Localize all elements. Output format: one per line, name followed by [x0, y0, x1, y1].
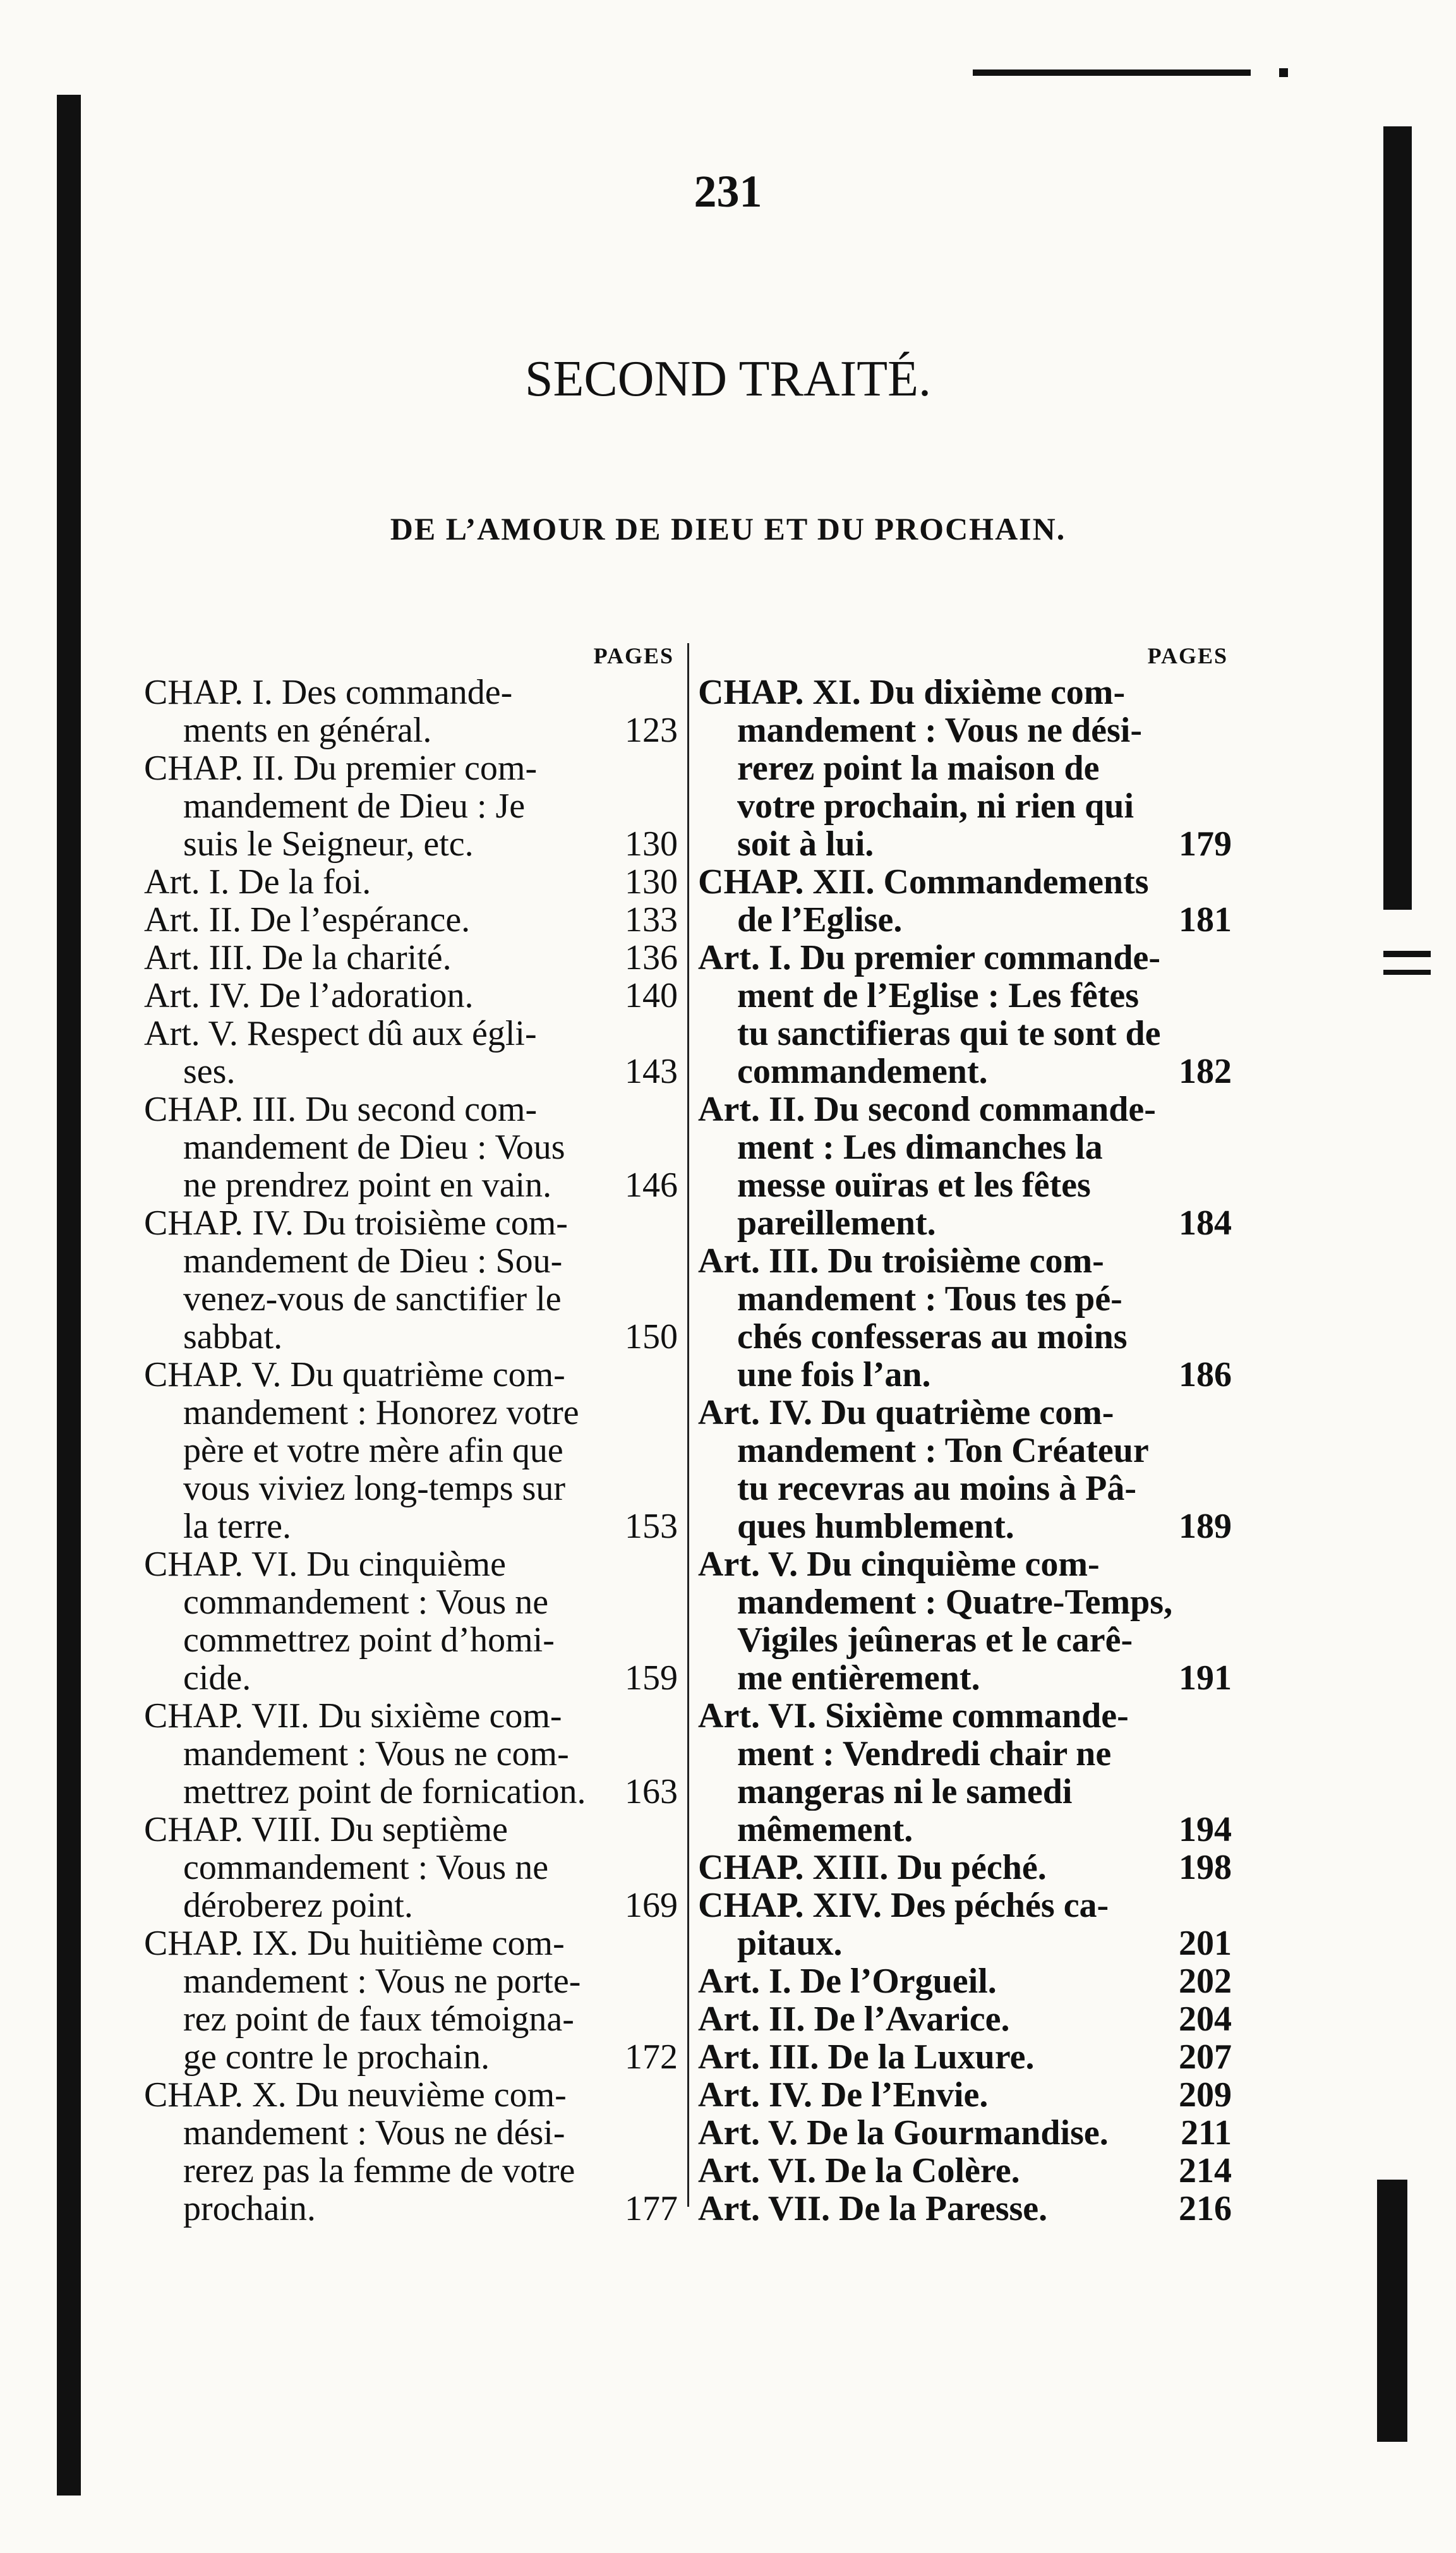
- toc-entry-text: Art. VI. Sixième commande-: [698, 1697, 1129, 1735]
- toc-entry-line: [698, 2000, 1232, 2038]
- page-edge-shadow-left: [57, 95, 81, 2496]
- toc-entry-text: Art. IV. Du quatrième com-: [698, 1394, 1114, 1432]
- toc-entry-page-number: 204: [1179, 2000, 1232, 2038]
- toc-entry-text: tu sanctifieras qui te sont de: [737, 1015, 1161, 1053]
- toc-entry-text: sabbat.: [183, 1318, 283, 1356]
- toc-entry-text: mandement : Vous ne com-: [183, 1735, 569, 1773]
- toc-entry-line: [698, 1583, 1232, 1621]
- toc-entry-line: [698, 1356, 1232, 1394]
- toc-entry-text: CHAP. V. Du quatrième com-: [144, 1356, 565, 1394]
- toc-entry-page-number: 179: [1179, 825, 1232, 863]
- toc-entry-page-number: 191: [1179, 1659, 1232, 1697]
- toc-entry-text: CHAP. VI. Du cinquième: [144, 1545, 506, 1583]
- toc-entry: [144, 673, 678, 749]
- toc-entry-line: [698, 2114, 1232, 2152]
- toc-entry-line: [698, 2038, 1232, 2076]
- toc-entry-page-number: 214: [1179, 2152, 1232, 2190]
- toc-entry-text: mandement : Honorez votre: [183, 1394, 579, 1432]
- toc-entry-page-number: 216: [1179, 2190, 1232, 2228]
- toc-entry-line: [144, 673, 678, 711]
- toc-entry-text: Art. V. Du cinquième com-: [698, 1545, 1100, 1583]
- toc-entry-text: mandement : Vous ne dési-: [737, 711, 1142, 749]
- toc-entry-text: venez-vous de sanctifier le: [183, 1280, 562, 1318]
- toc-entry: [144, 1090, 678, 1204]
- column-divider: [687, 643, 689, 2207]
- toc-entry-text: Art. III. Du troisième com-: [698, 1242, 1104, 1280]
- toc-entry-text: cide.: [183, 1659, 251, 1697]
- toc-entry-text: CHAP. I. Des commande-: [144, 673, 513, 711]
- toc-entry-page-number: 189: [1179, 1507, 1232, 1545]
- toc-entry-line: [144, 1849, 678, 1886]
- toc-entry: [698, 2190, 1232, 2228]
- toc-entry-text: commandement.: [737, 1053, 988, 1090]
- toc-entry-line: [144, 1773, 678, 1811]
- toc-entry-line: [144, 1507, 678, 1545]
- page-edge-mark-right: [1383, 951, 1431, 957]
- toc-entry-line: [698, 1015, 1232, 1053]
- toc-entry-text: CHAP. XI. Du dixième com-: [698, 673, 1126, 711]
- toc-entry-line: [144, 1090, 678, 1128]
- toc-entry-line: [144, 1015, 678, 1053]
- toc-entry-text: mettrez point de fornication.: [183, 1773, 586, 1811]
- toc-entry: [144, 977, 678, 1015]
- toc-entries-right: [698, 673, 1232, 2228]
- toc-entry: [698, 939, 1232, 1090]
- page-edge-mark-right-2: [1383, 970, 1431, 975]
- toc-entry-text: commandement : Vous ne: [183, 1583, 549, 1621]
- toc-entry-line: [698, 939, 1232, 977]
- toc-entry-text: mandement de Dieu : Je: [183, 787, 526, 825]
- toc-entry-text: CHAP. XIII. Du péché.: [698, 1849, 1047, 1886]
- toc-entry-text: vous viviez long-temps sur: [183, 1470, 566, 1507]
- toc-entry-line: [144, 1470, 678, 1507]
- toc-entry-line: [698, 1849, 1232, 1886]
- toc-entry: [144, 863, 678, 901]
- toc-entry-text: ses.: [183, 1053, 236, 1090]
- toc-entry-page-number: 153: [625, 1507, 678, 1545]
- toc-entry-text: CHAP. IV. Du troisième com-: [144, 1204, 568, 1242]
- toc-entry-line: [144, 2038, 678, 2076]
- toc-entry-page-number: 207: [1179, 2038, 1232, 2076]
- toc-entry-line: [698, 1962, 1232, 2000]
- toc-entry-line: [144, 1735, 678, 1773]
- toc-entry-text: mandement : Vous ne porte-: [183, 1962, 581, 2000]
- toc-entry-text: mandement : Ton Créateur: [737, 1432, 1149, 1470]
- toc-entry-line: [144, 1886, 678, 1924]
- toc-entry-line: [698, 1545, 1232, 1583]
- toc-entry-line: [144, 1204, 678, 1242]
- toc-entry-page-number: 123: [625, 711, 678, 749]
- toc-entry-text: Art. I. Du premier commande-: [698, 939, 1161, 977]
- toc-entry-text: ments en général.: [183, 711, 432, 749]
- toc-entry-page-number: 177: [625, 2190, 678, 2228]
- toc-entry: [144, 1924, 678, 2076]
- toc-entry-line: [698, 1811, 1232, 1849]
- toc-entry-line: [698, 787, 1232, 825]
- toc-entry-text: la terre.: [183, 1507, 291, 1545]
- toc-entry-text: suis le Seigneur, etc.: [183, 825, 474, 863]
- toc-entry-page-number: 163: [625, 1773, 678, 1811]
- toc-entry-text: Art. V. Respect dû aux égli-: [144, 1015, 537, 1053]
- toc-entry-text: Art. II. De l’Avarice.: [698, 2000, 1010, 2038]
- toc-entry-line: [698, 2190, 1232, 2228]
- toc-entry: [144, 1697, 678, 1811]
- toc-entry-line: [698, 1053, 1232, 1090]
- toc-entry-line: [698, 1432, 1232, 1470]
- toc-entry-line: [144, 1924, 678, 1962]
- toc-entry: [698, 1962, 1232, 2000]
- toc-entry-line: [698, 1470, 1232, 1507]
- toc-entry-page-number: 150: [625, 1318, 678, 1356]
- toc-entry: [698, 673, 1232, 863]
- toc-entry-text: Art. II. Du second commande-: [698, 1090, 1156, 1128]
- toc-entry-text: mandement de Dieu : Sou-: [183, 1242, 563, 1280]
- toc-entry-text: me entièrement.: [737, 1659, 980, 1697]
- toc-entry: [144, 1545, 678, 1697]
- toc-entry-page-number: 143: [625, 1053, 678, 1090]
- toc-entry-text: commandement : Vous ne: [183, 1849, 549, 1886]
- toc-entry: [698, 1849, 1232, 1886]
- toc-entry-page-number: 172: [625, 2038, 678, 2076]
- toc-entry-text: ment : Vendredi chair ne: [737, 1735, 1112, 1773]
- toc-entry: [144, 1204, 678, 1356]
- toc-entry-line: [144, 787, 678, 825]
- toc-entry-text: père et votre mère afin que: [183, 1432, 563, 1470]
- page-edge-shadow-right-lower: [1377, 2180, 1407, 2442]
- toc-entry: [144, 749, 678, 863]
- toc-entry-text: Art. I. De la foi.: [144, 863, 371, 901]
- toc-entry-line: [144, 1128, 678, 1166]
- toc-entry: [698, 2114, 1232, 2152]
- toc-entry-page-number: 201: [1179, 1924, 1232, 1962]
- toc-entry-page-number: 130: [625, 825, 678, 863]
- toc-entry-text: prochain.: [183, 2190, 316, 2228]
- toc-entry-page-number: 209: [1179, 2076, 1232, 2114]
- toc-entry-page-number: 133: [625, 901, 678, 939]
- toc-entry-line: [144, 1811, 678, 1849]
- toc-entry-line: [698, 1659, 1232, 1697]
- toc-entry-text: ne prendrez point en vain.: [183, 1166, 552, 1204]
- toc-entry-line: [144, 1356, 678, 1394]
- page-edge-dot-top: [1279, 68, 1288, 77]
- toc-entry-text: de l’Eglise.: [737, 901, 903, 939]
- toc-entry-text: Vigiles jeûneras et le carê-: [737, 1621, 1133, 1659]
- treatise-title: SECOND TRAITÉ.: [525, 351, 931, 407]
- toc-entry-line: [698, 1166, 1232, 1204]
- toc-entry-line: [144, 2114, 678, 2152]
- pages-header: PAGES: [593, 643, 674, 668]
- toc-entry: [144, 1015, 678, 1090]
- toc-entry-line: [144, 1280, 678, 1318]
- toc-left-column: [144, 638, 678, 2228]
- toc-entry-text: Art. III. De la Luxure.: [698, 2038, 1035, 2076]
- toc-entry-text: Art. I. De l’Orgueil.: [698, 1962, 997, 2000]
- toc-entry-line: [144, 2190, 678, 2228]
- toc-entry-text: ment : Les dimanches la: [737, 1128, 1103, 1166]
- toc-entry-line: [698, 1621, 1232, 1659]
- toc-right-column: [698, 638, 1232, 2228]
- toc-entry-line: [698, 2152, 1232, 2190]
- toc-entry-line: [698, 1242, 1232, 1280]
- toc-entry-text: mêmement.: [737, 1811, 913, 1849]
- toc-entry-page-number: 130: [625, 863, 678, 901]
- toc-entry-page-number: 211: [1181, 2114, 1232, 2152]
- page-edge-mark-top: [973, 69, 1251, 76]
- toc-entry-line: [698, 1090, 1232, 1128]
- toc-entry-page-number: 169: [625, 1886, 678, 1924]
- toc-entry-line: [698, 1886, 1232, 1924]
- toc-entry-line: [144, 1394, 678, 1432]
- toc-entry: [144, 901, 678, 939]
- toc-entry-line: [698, 1735, 1232, 1773]
- toc-entry-text: CHAP. XIV. Des péchés ca-: [698, 1886, 1109, 1924]
- toc-entry-text: rez point de faux témoigna-: [183, 2000, 574, 2038]
- toc-entry-text: CHAP. III. Du second com-: [144, 1090, 538, 1128]
- toc-entry-text: CHAP. IX. Du huitième com-: [144, 1924, 565, 1962]
- toc-entry: [144, 1811, 678, 1924]
- toc-entry-line: [144, 863, 678, 901]
- pages-header: PAGES: [1147, 643, 1228, 668]
- toc-entry-text: mandement : Tous tes pé-: [737, 1280, 1122, 1318]
- toc-entry-line: [698, 673, 1232, 711]
- toc-entry: [144, 1356, 678, 1545]
- toc-entry-text: ge contre le prochain.: [183, 2038, 490, 2076]
- toc-entry-page-number: 186: [1179, 1356, 1232, 1394]
- toc-entries-left: [144, 673, 678, 2228]
- toc-entry-text: tu recevras au moins à Pâ-: [737, 1470, 1136, 1507]
- toc-entry-line: [144, 1242, 678, 1280]
- toc-entry-text: mangeras ni le samedi: [737, 1773, 1073, 1811]
- toc-entry-line: [698, 863, 1232, 901]
- toc-entry-line: [144, 749, 678, 787]
- toc-entry-text: ment de l’Eglise : Les fêtes: [737, 977, 1140, 1015]
- toc-entry: [698, 2000, 1232, 2038]
- toc-entry-text: rerez point la maison de: [737, 749, 1100, 787]
- toc-entry-text: mandement : Quatre-Temps,: [737, 1583, 1173, 1621]
- toc-entry-text: commettrez point d’homi-: [183, 1621, 555, 1659]
- toc-entry-page-number: 182: [1179, 1053, 1232, 1090]
- toc-entry: [698, 1886, 1232, 1962]
- toc-entry: [698, 1242, 1232, 1394]
- toc-entry-line: [144, 977, 678, 1015]
- toc-entry-line: [144, 2000, 678, 2038]
- toc-entry-line: [144, 1432, 678, 1470]
- toc-entry-line: [698, 1697, 1232, 1735]
- toc-entry-line: [144, 939, 678, 977]
- toc-entry-text: Art. IV. De l’adoration.: [144, 977, 474, 1015]
- toc-entry: [698, 1697, 1232, 1849]
- toc-entry-line: [144, 1697, 678, 1735]
- toc-entry-text: une fois l’an.: [737, 1356, 931, 1394]
- toc-entry-line: [144, 825, 678, 863]
- toc-entry-page-number: 198: [1179, 1849, 1232, 1886]
- toc-entry-text: CHAP. XII. Commandements: [698, 863, 1149, 901]
- toc-entry-page-number: 140: [625, 977, 678, 1015]
- subtitle: DE L’AMOUR DE DIEU ET DU PROCHAIN.: [390, 511, 1066, 546]
- toc-entry: [698, 2152, 1232, 2190]
- toc-entry-page-number: 146: [625, 1166, 678, 1204]
- toc-entry-text: CHAP. VIII. Du septième: [144, 1811, 508, 1849]
- toc-entry-line: [698, 2076, 1232, 2114]
- toc-entry-text: déroberez point.: [183, 1886, 413, 1924]
- toc-entry-line: [698, 977, 1232, 1015]
- toc-entry-line: [698, 1318, 1232, 1356]
- toc-entry-text: Art. III. De la charité.: [144, 939, 452, 977]
- toc-entry-text: messe ouïras et les fêtes: [737, 1166, 1091, 1204]
- toc-entry-text: CHAP. VII. Du sixième com-: [144, 1697, 562, 1735]
- toc-entry-page-number: 181: [1179, 901, 1232, 939]
- toc-entry-line: [144, 1166, 678, 1204]
- toc-entry-page-number: 159: [625, 1659, 678, 1697]
- toc-entry-line: [698, 901, 1232, 939]
- toc-entry-page-number: 202: [1179, 1962, 1232, 2000]
- toc-entry-text: rerez pas la femme de votre: [183, 2152, 575, 2190]
- toc-entry: [698, 1090, 1232, 1242]
- toc-entry-page-number: 184: [1179, 1204, 1232, 1242]
- toc-entry-line: [698, 1773, 1232, 1811]
- toc-entry-line: [698, 1280, 1232, 1318]
- toc-entry: [698, 2076, 1232, 2114]
- toc-entry-text: CHAP. X. Du neuvième com-: [144, 2076, 567, 2114]
- toc-entry-page-number: 194: [1179, 1811, 1232, 1849]
- toc-entry-line: [144, 1659, 678, 1697]
- toc-entry: [698, 1394, 1232, 1545]
- toc-entry-line: [144, 2076, 678, 2114]
- toc-entry: [144, 939, 678, 977]
- toc-entry-text: Art. VI. De la Colère.: [698, 2152, 1020, 2190]
- toc-entry-line: [144, 1962, 678, 2000]
- toc-entry: [698, 863, 1232, 939]
- toc-entry-line: [698, 1204, 1232, 1242]
- toc-entry-text: mandement de Dieu : Vous: [183, 1128, 565, 1166]
- toc-entry-line: [698, 1394, 1232, 1432]
- page-number: 231: [694, 166, 762, 217]
- toc-entry-text: pitaux.: [737, 1924, 843, 1962]
- toc-entry-line: [698, 711, 1232, 749]
- toc-entry-text: Art. V. De la Gourmandise.: [698, 2114, 1109, 2152]
- toc-entry-text: chés confesseras au moins: [737, 1318, 1128, 1356]
- toc-entry-text: Art. II. De l’espérance.: [144, 901, 471, 939]
- toc-entry: [698, 2038, 1232, 2076]
- toc-entry-line: [144, 711, 678, 749]
- toc-entry-line: [144, 1318, 678, 1356]
- toc-entry-text: Art. IV. De l’Envie.: [698, 2076, 989, 2114]
- toc-entry-line: [698, 1128, 1232, 1166]
- toc-entry-line: [698, 825, 1232, 863]
- toc-entry-text: votre prochain, ni rien qui: [737, 787, 1134, 825]
- toc-entry-page-number: 136: [625, 939, 678, 977]
- toc-entry-line: [698, 749, 1232, 787]
- toc-entry-line: [144, 901, 678, 939]
- toc-entry-text: Art. VII. De la Paresse.: [698, 2190, 1048, 2228]
- toc-entry-line: [144, 1053, 678, 1090]
- toc-entry-line: [144, 1583, 678, 1621]
- toc-entry-text: CHAP. II. Du premier com-: [144, 749, 538, 787]
- toc-entry-line: [698, 1924, 1232, 1962]
- toc-entry-line: [698, 1507, 1232, 1545]
- toc-entry-line: [144, 1621, 678, 1659]
- toc-entry-text: pareillement.: [737, 1204, 936, 1242]
- toc-entry: [698, 1545, 1232, 1697]
- toc-entry-text: soit à lui.: [737, 825, 874, 863]
- toc-entry: [144, 2076, 678, 2228]
- toc-entry-line: [144, 1545, 678, 1583]
- toc-entry-text: ques humblement.: [737, 1507, 1014, 1545]
- toc-entry-line: [144, 2152, 678, 2190]
- toc-entry-text: mandement : Vous ne dési-: [183, 2114, 565, 2152]
